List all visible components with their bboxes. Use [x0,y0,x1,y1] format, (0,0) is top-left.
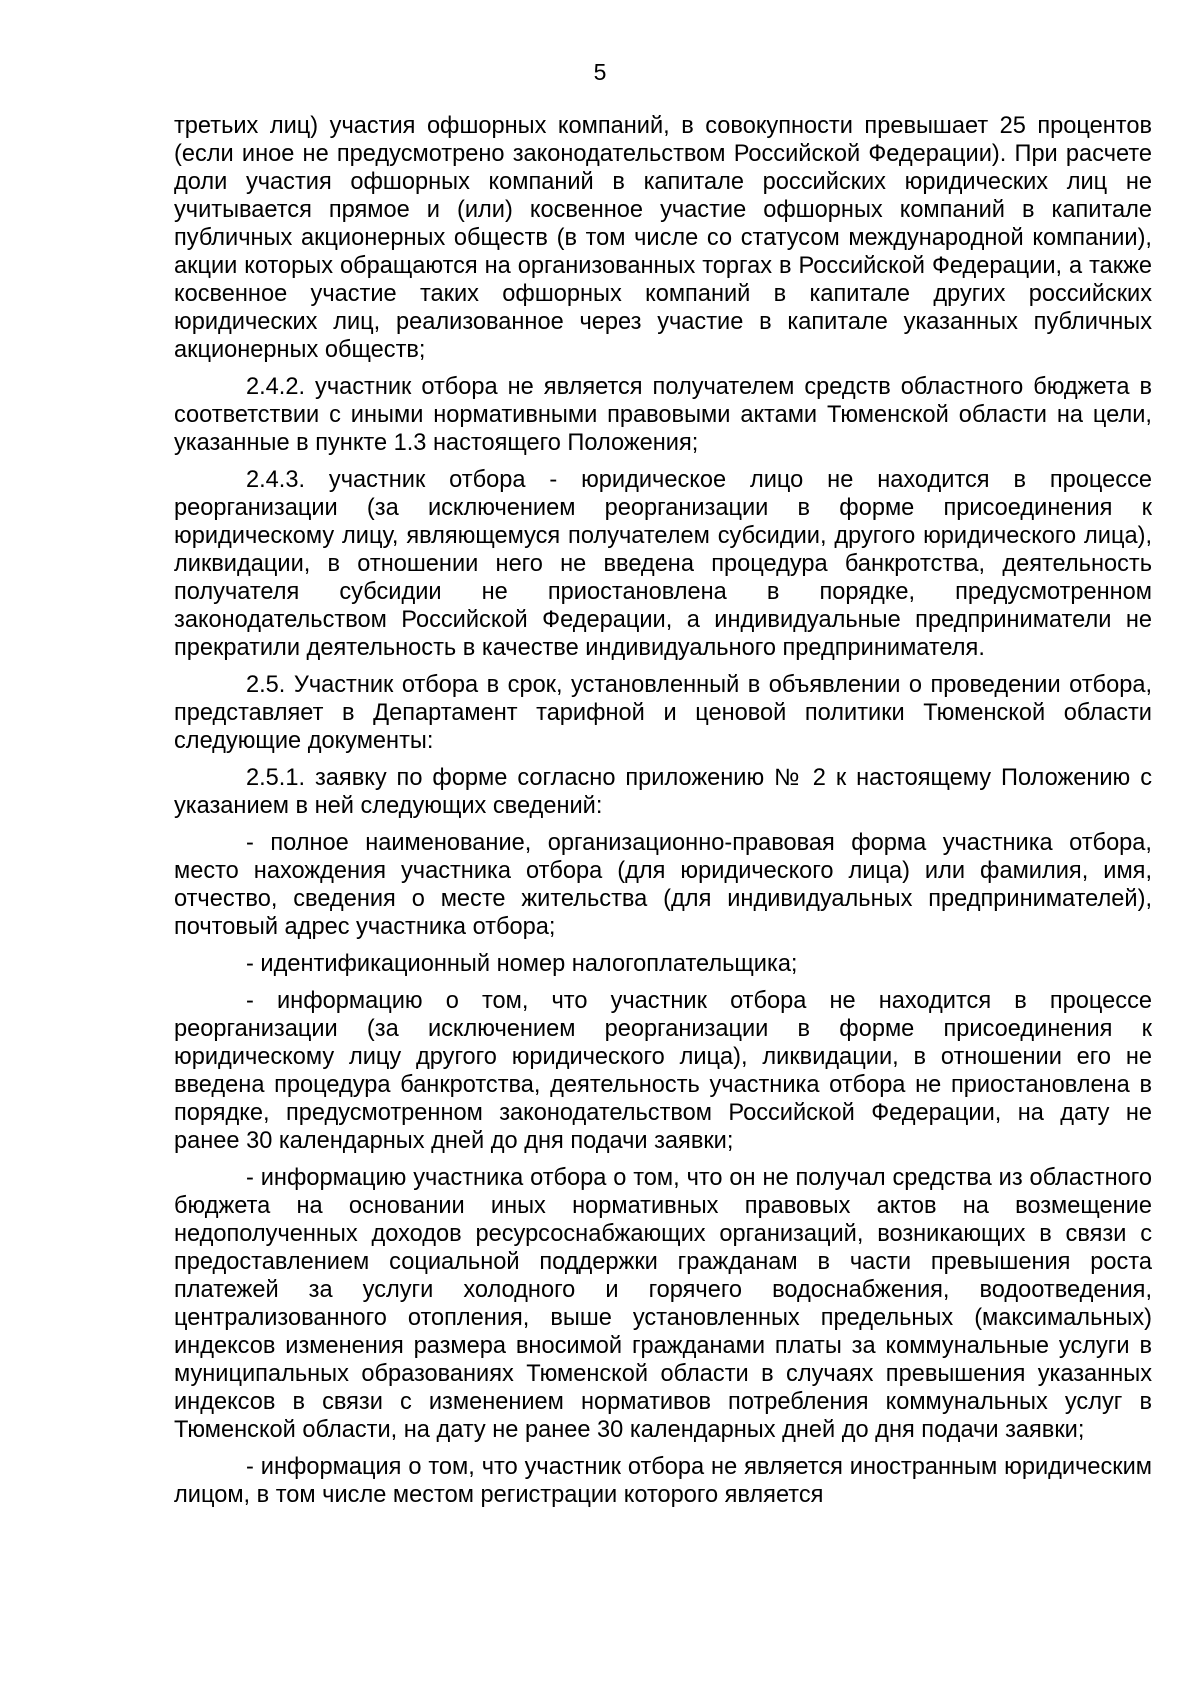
paragraph-2-4-3: 2.4.3. участник отбора - юридическое лицо не находится в процессе реорганизации (за исключением реорганизации в форме присоединения к юридическому лицу, являющемуся получателем субсидии, другого юридического лица), ликвидации, в отношении него не введена процедура банкротства, деятельность получателя субсидии не приостановлена в порядке, предусмотренном законодательством Российской Федерации, а индивидуальные предприниматели не прекратили деятельность в качестве индивидуального предпринимателя. [174,467,1152,661]
list-item-inn: - идентификационный номер налогоплательщика; [246,951,798,977]
list-item-budget-funds-info: - информацию участника отбора о том, что он не получал средства из областного бюджета на основании иных нормативных правовых актов на возмещение недополученных доходов ресурсоснабжающих организаций, возникающих в связи с предоставлением социальной поддержки гражданам в части превышения роста платежей за услуги холодного и горячего водоснабжения, водоотведения, централизованного отопления, выше установленных предельных (максимальных) индексов изменения размера вносимой гражданами платы за коммунальные услуги в муниципальных образованиях Тюменской области в случаях превышения указанных индексов в связи с изменением нормативов потребления коммунальных услуг в Тюменской области, на дату не ранее 30 календарных дней до дня подачи заявки; [174,1165,1152,1443]
list-item-reorganization-info: - информацию о том, что участник отбора не находится в процессе реорганизации (за исключением реорганизации в форме присоединения к юридическому лицу другого юридического лица), ликвидации, в отношении его не введена процедура банкротства, деятельность участника отбора не приостановлена в порядке, предусмотренном законодательством Российской Федерации, на дату не ранее 30 календарных дней до дня подачи заявки; [174,988,1152,1154]
list-item-full-name: - полное наименование, организационно-правовая форма участника отбора, место нахождения участника отбора (для юридического лица) или фамилия, имя, отчество, сведения о месте жительства (для индивидуальных предпринимателей), почтовый адрес участника отбора; [174,830,1152,940]
document-body [174,112,1152,1518]
page-number: 5 [593,59,607,85]
paragraph-2-5-1: 2.5.1. заявку по форме согласно приложению № 2 к настоящему Положению с указанием в ней следующих сведений: [174,765,1152,819]
paragraph-2-4-2: 2.4.2. участник отбора не является получателем средств областного бюджета в соответствии с иными нормативными правовыми актами Тюменской области на цели, указанные в пункте 1.3 настоящего Положения; [174,374,1152,456]
paragraph-2-5: 2.5. Участник отбора в срок, установленный в объявлении о проведении отбора, представляет в Департамент тарифной и ценовой политики Тюменской области следующие документы: [174,672,1152,754]
paragraph-continuation: третьих лиц) участия офшорных компаний, в совокупности превышает 25 процентов (если иное не предусмотрено законодательством Российской Федерации). При расчете доли участия офшорных компаний в капитале российских юридических лиц не учитывается прямое и (или) косвенное участие офшорных компаний в капитале публичных акционерных обществ (в том числе со статусом международной компании), акции которых обращаются на организованных торгах в Российской Федерации, а также косвенное участие таких офшорных компаний в капитале других российских юридических лиц, реализованное через участие в капитале указанных публичных акционерных обществ; [174,113,1152,363]
list-item-foreign-entity-info: - информация о том, что участник отбора не является иностранным юридическим лицом, в том числе местом регистрации которого является [174,1454,1152,1508]
